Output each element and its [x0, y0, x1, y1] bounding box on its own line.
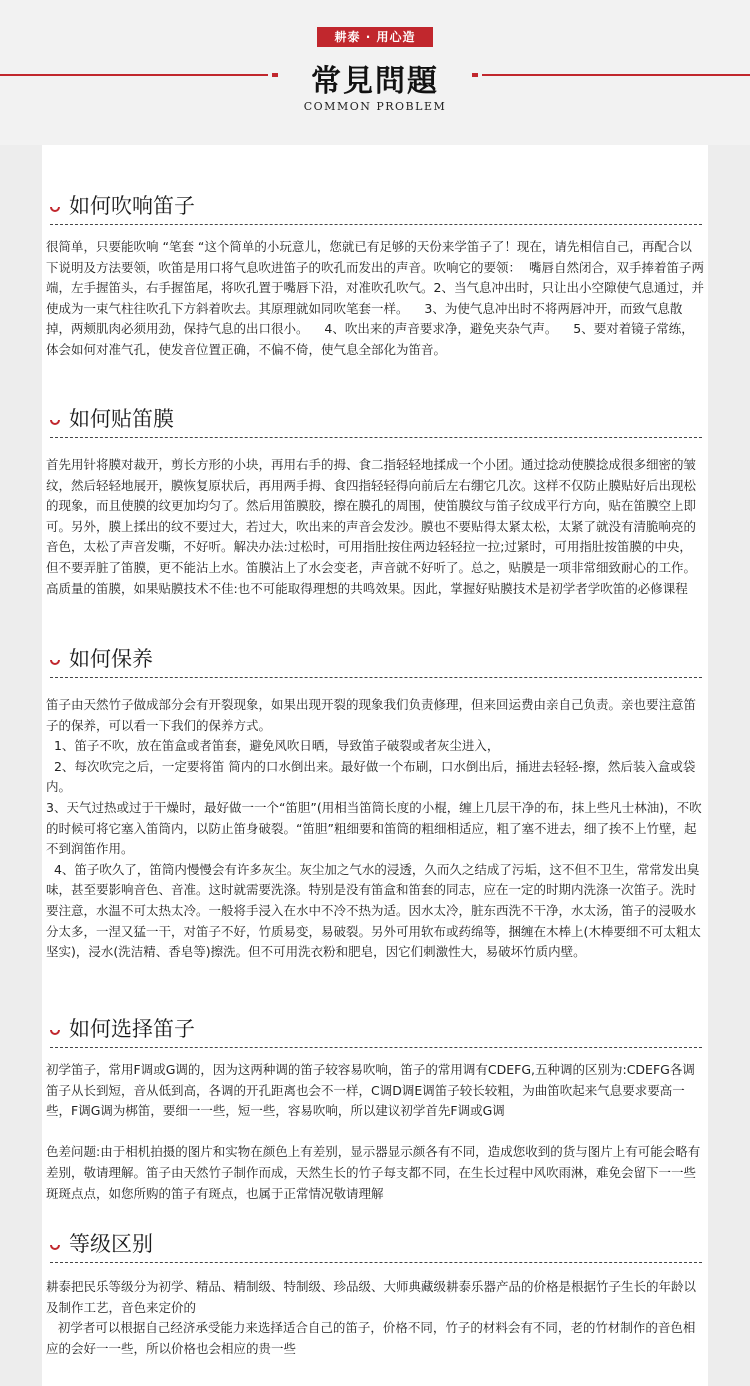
paragraph: 笛子由天然竹子做成部分会有开裂现象，如果出现开裂的现象我们负责修理，但来回运费由亲自己负责。亲也要注意笛子的保养，可以看一下我们的保养方式。 — [46, 697, 697, 733]
page-header — [0, 0, 750, 145]
dashed-divider — [50, 224, 702, 225]
header-rule-left — [0, 74, 268, 76]
section-header — [42, 1230, 708, 1260]
section-body — [46, 1277, 704, 1359]
section-title: 如何保养 — [69, 647, 153, 671]
section-apply-membrane — [42, 405, 708, 596]
page-subtitle: COMMON PROBLEM — [303, 100, 447, 113]
dashed-divider — [50, 437, 702, 438]
paragraph: 初学者可以根据自己经济承受能力来选择适合自己的笛子，价格不同，竹子的材料会有不同，老的竹材制作的音色相应的会好一一些，所以价格也会相应的贵一些 — [46, 1320, 696, 1356]
paragraph: 1、笛子不吹，放在笛盒或者笛套，避免风吹日晒，导致笛子破裂或者灰尘进入， — [46, 738, 500, 754]
section-grades — [42, 1230, 708, 1356]
header-rule-left-dash — [272, 73, 278, 77]
section-header — [42, 645, 708, 675]
circle-bullet-icon — [50, 1025, 60, 1035]
section-body — [46, 695, 704, 963]
section-body — [46, 1060, 704, 1204]
section-body — [46, 237, 704, 361]
section-choose-flute — [42, 1015, 708, 1201]
section-title: 如何选择笛子 — [69, 1017, 195, 1041]
section-title: 如何贴笛膜 — [69, 407, 174, 431]
page-title: 常見問題 — [311, 64, 439, 99]
paragraph — [46, 1122, 704, 1143]
section-title: 等级区别 — [69, 1232, 153, 1256]
paragraph: 首先用针将膜对裁开，剪长方形的小块，再用右手的拇、食二指轻轻地揉成一个小团。通过捻动使膜捻成很多细密的皱纹，然后轻轻地展开，膜恢复原状后，再用两手拇、食四指轻轻得向前后左右绷它几次。这样不仅防止膜贴好后出现松的现象，而且使膜的纹更加均匀了。然后用笛膜胶，擦在膜孔的周围，使笛膜纹与笛子纹成平行方向，贴在笛膜空上即可。另外，膜上揉出的纹不要过大，若过大，吹出来的声音会发沙。膜也不要贴得太紧太松，太紧了就没有清脆响亮的音色，太松了声音发嘶，不好听。解决办法:过松时，可用指肚按住两边轻轻拉一拉;过紧时，可用指肚按笛膜的中央，但不要弄脏了笛膜，更不能沾上水。笛膜沾上了水会变老，声音就不好听了。总之，贴膜是一项非常细致耐心的工作。高质量的笛膜，如果贴膜技术不佳:也不可能取得理想的共鸣效果。因此，掌握好贴膜技术是初学者学吹笛的必修课程 — [46, 457, 697, 596]
paragraph: 很简单，只要能吹响 “笔套 “这个简单的小玩意儿，您就已有足够的天份来学笛子了！现在，请先相信自己，再配合以下说明及方法要领，吹笛是用口将气息吹进笛子的吹孔而发出的声音。吹响它的要领： 嘴唇自然闭合，双手捧着笛子两端，左手握笛头，右手握笛尾，将吹孔置于嘴唇下沿，对准吹孔吹气。2、当气息冲出时，只让出小空隙使气息通过，并使成为一束气柱往吹孔下方斜着吹去。其原理就如同吹笔套一样。 3、为使气息冲出时不将两唇冲开，而致气息散掉，两颊肌肉必须用劲，保持气息的出口很小。 4、吹出来的声音要求净，避免夹杂气声。 5、要对着镜子常练，体会如何对准气孔，使发音位置正确，不偏不倚，使气息全部化为笛音。 — [46, 239, 704, 357]
section-header — [42, 192, 708, 222]
section-body — [46, 455, 704, 599]
paragraph: 3、天气过热或过于干燥时，最好做一一个“笛胆”(用相当笛筒长度的小棍，缠上几层干净的布，抹上些凡士林油)，不吹的时候可将它塞入笛筒内，以防止笛身破裂。“笛胆”粗细要和笛筒的粗细相适应，粗了塞不进去，细了挨不上竹壁，起不到润笛作用。 — [46, 799, 702, 857]
section-title: 如何吹响笛子 — [69, 194, 195, 218]
dashed-divider — [50, 1047, 702, 1048]
section-maintenance — [42, 645, 708, 960]
section-how-to-blow — [42, 192, 708, 357]
paragraph: 耕泰把民乐等级分为初学、精品、精制级、特制级、珍品级、大师典藏级耕泰乐器产品的价格是根据竹子生长的年龄以及制作工艺，音色来定价的 — [46, 1279, 697, 1315]
dashed-divider — [50, 1262, 702, 1263]
header-rule-right-dash — [472, 73, 478, 77]
paragraph: 初学笛子，常用F调或G调的，因为这两种调的笛子较容易吹响，笛子的常用调有CDEFG,五种调的区别为:CDEFG各调笛子从长到短，音从低到高，各调的开孔距离也会不一样，C调D调E调笛子较长较粗，为曲笛吹起来气息要求要高一些，F调G调为梆笛，要细一一些，短一些，容易吹响，所以建议初学首先F调或G调 — [46, 1062, 695, 1119]
section-header — [42, 1015, 708, 1045]
paragraph: 色差问题:由于相机拍摄的图片和实物在颜色上有差别，显示器显示颜各有不同，造成您收到的货与图片上有可能会略有差别，敬请理解。笛子由天然竹子制作而成，天然生长的竹子每支都不同，在生长过程中风吹雨淋，难免会留下一一些斑斑点点，如您所购的笛子有斑点，也属于正常情况敬请理解 — [46, 1144, 701, 1201]
circle-bullet-icon — [50, 655, 60, 665]
circle-bullet-icon — [50, 415, 60, 425]
brand-badge: 耕泰 · 用心造 — [317, 27, 433, 47]
circle-bullet-icon — [50, 1240, 60, 1250]
section-header — [42, 405, 708, 435]
paragraph: 2、每次吹完之后，一定要将笛 简内的口水倒出来。最好做一个布刷，口水倒出后，捅进去轻轻-擦，然后装入盒或袋内。 — [46, 758, 696, 795]
circle-bullet-icon — [50, 202, 60, 212]
header-rule-right — [482, 74, 750, 76]
paragraph: 4、笛子吹久了，笛筒内慢慢会有许多灰尘。灰尘加之气水的浸透，久而久之结成了污垢，这不但不卫生，常常发出臭味，甚至要影响音色、音准。这时就需要洗涤。特别是没有笛盒和笛套的同志，应在一定的时期内洗涤一次笛子。洗时要注意，水温不可太热太冷。一般将手浸入在水中不冷不热为适。因水太冷，脏东西洗不干净，水太汤，笛子的浸吸水分太多，一涅又猛一干，对笛子不好，竹质易变，易破裂。另外可用软布或药绵等，捆缠在木棒上(木棒要细不可太粗太坚实)，浸水(洗洁精、香皂等)擦洗。但不可用洗衣粉和肥皂，因它们刺激性大，易破坏竹质内壁。 — [46, 861, 701, 960]
dashed-divider — [50, 677, 702, 678]
